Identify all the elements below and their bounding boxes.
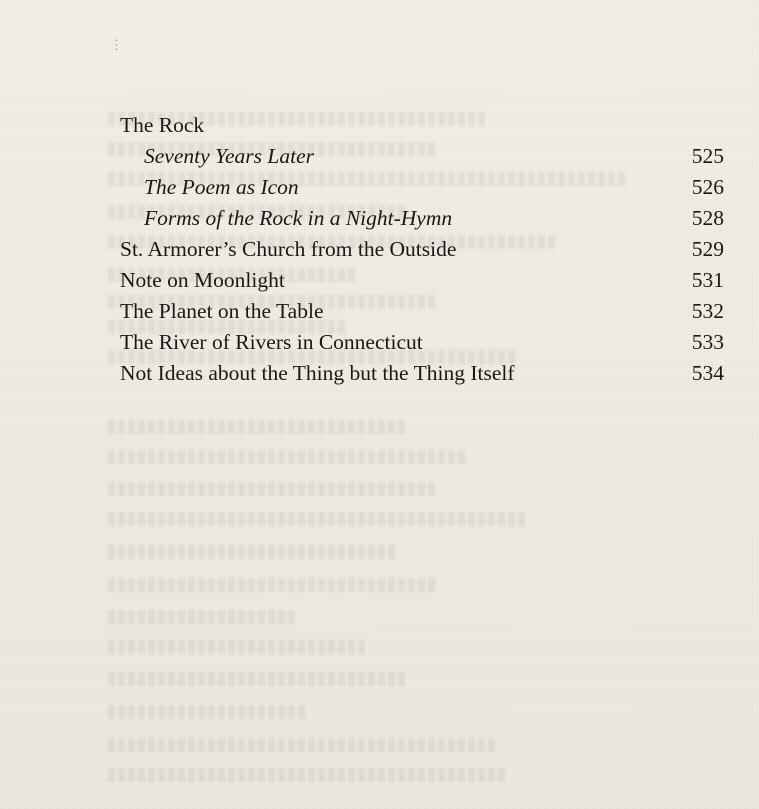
toc-section-heading <box>120 110 724 141</box>
toc-entry <box>120 234 724 265</box>
entry-page-number: 528 <box>691 206 724 230</box>
entry-title: Forms of the Rock in a Night-Hymn <box>144 206 453 230</box>
entry-page-number: 533 <box>691 330 724 354</box>
show-through-smudge <box>108 705 308 719</box>
show-through-smudge <box>108 450 468 464</box>
entry-page-number: 529 <box>691 237 724 261</box>
show-through-smudge <box>108 672 408 686</box>
toc-entry <box>120 203 724 234</box>
show-through-smudge <box>108 482 438 496</box>
toc-entry <box>120 296 724 327</box>
entry-title: Not Ideas about the Thing but the Thing Itself <box>120 361 515 385</box>
page-corner-mark: ⋮ <box>110 37 123 52</box>
entry-title: The River of Rivers in Connecticut <box>120 330 423 354</box>
show-through-smudge <box>108 545 398 559</box>
table-of-contents <box>120 110 724 389</box>
show-through-smudge <box>108 512 528 526</box>
entry-page-number: 531 <box>691 268 724 292</box>
show-through-smudge <box>108 610 298 624</box>
show-through-smudge <box>108 738 498 752</box>
toc-entry <box>120 172 724 203</box>
show-through-smudge <box>108 640 368 654</box>
toc-entry <box>120 327 724 358</box>
entry-title: St. Armorer’s Church from the Outside <box>120 237 457 261</box>
entry-title: The Planet on the Table <box>120 299 324 323</box>
toc-entry <box>120 265 724 296</box>
entry-page-number: 532 <box>691 299 724 323</box>
toc-entry <box>120 141 724 172</box>
show-through-smudge <box>108 768 508 782</box>
entry-page-number: 525 <box>691 144 724 168</box>
toc-entry <box>120 358 724 389</box>
entry-title: The Poem as Icon <box>144 175 299 199</box>
entry-page-number: 534 <box>691 361 724 385</box>
entry-page-number: 526 <box>691 175 724 199</box>
show-through-smudge <box>108 578 438 592</box>
entry-title: Note on Moonlight <box>120 268 285 292</box>
section-title: The Rock <box>120 113 205 137</box>
entry-title: Seventy Years Later <box>144 144 314 168</box>
show-through-smudge <box>108 420 408 434</box>
